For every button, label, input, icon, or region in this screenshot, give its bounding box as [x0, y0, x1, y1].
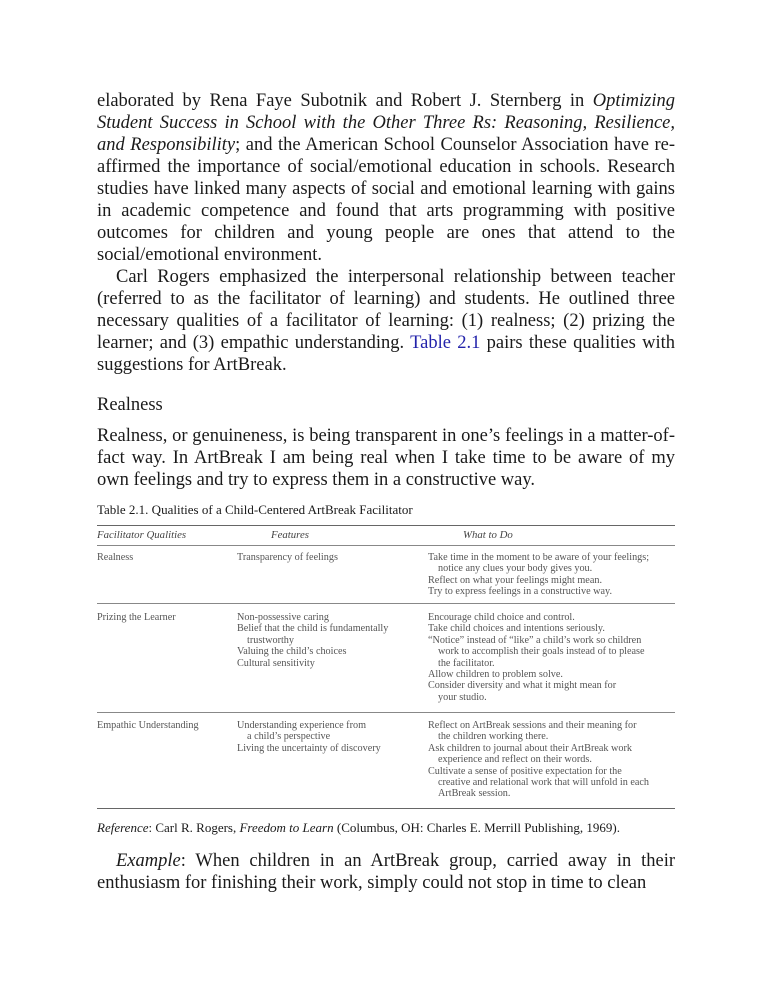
todo-line: Reflect on ArtBreak sessions and their meaning for — [428, 720, 637, 731]
table-caption: Table 2.1. Qualities of a Child-Centered ArtBreak Facilitator — [97, 502, 413, 517]
todo-line: experience and reflect on their words. — [438, 754, 592, 766]
example-body: : When children in an ArtBreak group, carried away in their enthusiasm for finishing their work, simply could not stop in time to clean — [97, 851, 675, 893]
feature-line: a child’s perspective — [247, 731, 331, 743]
example-label: Example — [116, 851, 181, 871]
todo-line: “Notice” instead of “like” a child’s work so children — [428, 634, 642, 646]
todo-line: ArtBreak session. — [438, 788, 511, 800]
table-link[interactable]: Table 2.1 — [410, 333, 481, 353]
header-features: Features — [271, 529, 309, 541]
todo-line: your studio. — [438, 691, 487, 703]
todo-line: Ask children to journal about their ArtBreak work — [428, 742, 632, 754]
row-1-rule — [97, 603, 675, 604]
table-reference — [97, 820, 697, 836]
todo-line: Cultivate a sense of positive expectation for the — [428, 765, 622, 777]
example-paragraph — [97, 850, 675, 894]
paragraph-1 — [97, 90, 675, 266]
todo-line: Consider diversity and what it might mean for — [428, 680, 617, 692]
todo-line: notice any clues your body gives you. — [438, 563, 593, 575]
reference-author: : Carl R. Rogers, — [148, 820, 240, 835]
row-3-todo — [428, 720, 649, 800]
todo-line: Take time in the moment to be aware of your feelings; — [428, 552, 650, 563]
todo-line: work to accomplish their goals instead of to please — [438, 646, 645, 658]
todo-line: the children working there. — [438, 731, 549, 743]
realness-paragraph — [97, 425, 675, 491]
feature-line: Transparency of feelings — [237, 552, 338, 563]
todo-line: the facilitator. — [438, 657, 495, 669]
header-rule — [97, 545, 675, 546]
feature-line: Living the uncertainty of discovery — [237, 742, 381, 754]
paragraph-2-text: Carl Rogers emphasized the interpersonal relationship between teacher (referred to as the facilitator of learning) and students. He outlined three necessary qualities of a facilitator of learning: (1) realness; (2) prizing the learner; and (3) empathic understanding. — [97, 267, 675, 353]
todo-line: Try to express feelings in a constructive way. — [428, 586, 612, 598]
row-2-todo — [428, 612, 645, 703]
reference-details: (Columbus, OH: Charles E. Merrill Publishing, 1969). — [333, 820, 620, 835]
row-2-quality: Prizing the Learner — [97, 612, 176, 623]
paragraph-1-text: elaborated by Rena Faye Subotnik and Robert J. Sternberg in — [97, 91, 593, 111]
header-todo: What to Do — [463, 529, 513, 541]
row-1-features — [237, 552, 338, 563]
todo-line: Encourage child choice and control. — [428, 612, 575, 623]
todo-line: Allow children to problem solve. — [428, 669, 563, 681]
reference-title: Freedom to Learn — [239, 820, 334, 835]
header-qualities: Facilitator Qualities — [97, 529, 187, 541]
feature-line: Understanding experience from — [237, 720, 366, 731]
row-3-quality: Empathic Understanding — [97, 720, 199, 731]
todo-line: Reflect on what your feelings might mean. — [428, 574, 602, 586]
section-heading: Realness — [97, 395, 163, 415]
feature-line: Valuing the child’s choices — [237, 646, 347, 658]
example-text — [97, 850, 675, 894]
reference-label: Reference — [97, 820, 149, 835]
feature-line: Belief that the child is fundamentally — [237, 623, 389, 635]
feature-line: Cultural sensitivity — [237, 657, 315, 669]
todo-line: creative and relational work that will unfold in each — [438, 777, 650, 789]
paragraph-2-continuation: pairs these qualities with suggestions for ArtBreak. — [97, 333, 675, 375]
paragraph-1-continuation: ; and the American School Counselor Association have re-affirmed the importance of social/emotional education in schools. Research studies have linked many aspects of social and emotional learning with gains in academic competence and found that arts programming with positive outcomes for children and young people are ones that attend to the social/emotional environment. — [97, 135, 675, 265]
realness-text: Realness, or genuineness, is being transparent in one’s feelings in a matter-of-fact way. In ArtBreak I am being real when I take time to be aware of my own feelings and try to express them in a constructive way. — [97, 426, 675, 490]
todo-line: Take child choices and intentions seriously. — [428, 623, 605, 635]
row-1-quality: Realness — [97, 552, 134, 563]
feature-line: trustworthy — [247, 634, 294, 646]
row-1-todo — [428, 552, 649, 598]
paragraph-2 — [97, 266, 675, 376]
table-top-rule — [97, 525, 675, 526]
book-title: Optimizing Student Success in School with the Other Three Rs: Reasoning, Resilience, and Responsibility — [97, 91, 675, 155]
feature-line: Non-possessive caring — [237, 612, 329, 623]
intro-paragraphs — [97, 90, 675, 376]
row-3-features — [237, 720, 381, 754]
table-bottom-rule — [97, 808, 675, 809]
row-2-features — [237, 612, 388, 669]
row-2-rule — [97, 712, 675, 713]
